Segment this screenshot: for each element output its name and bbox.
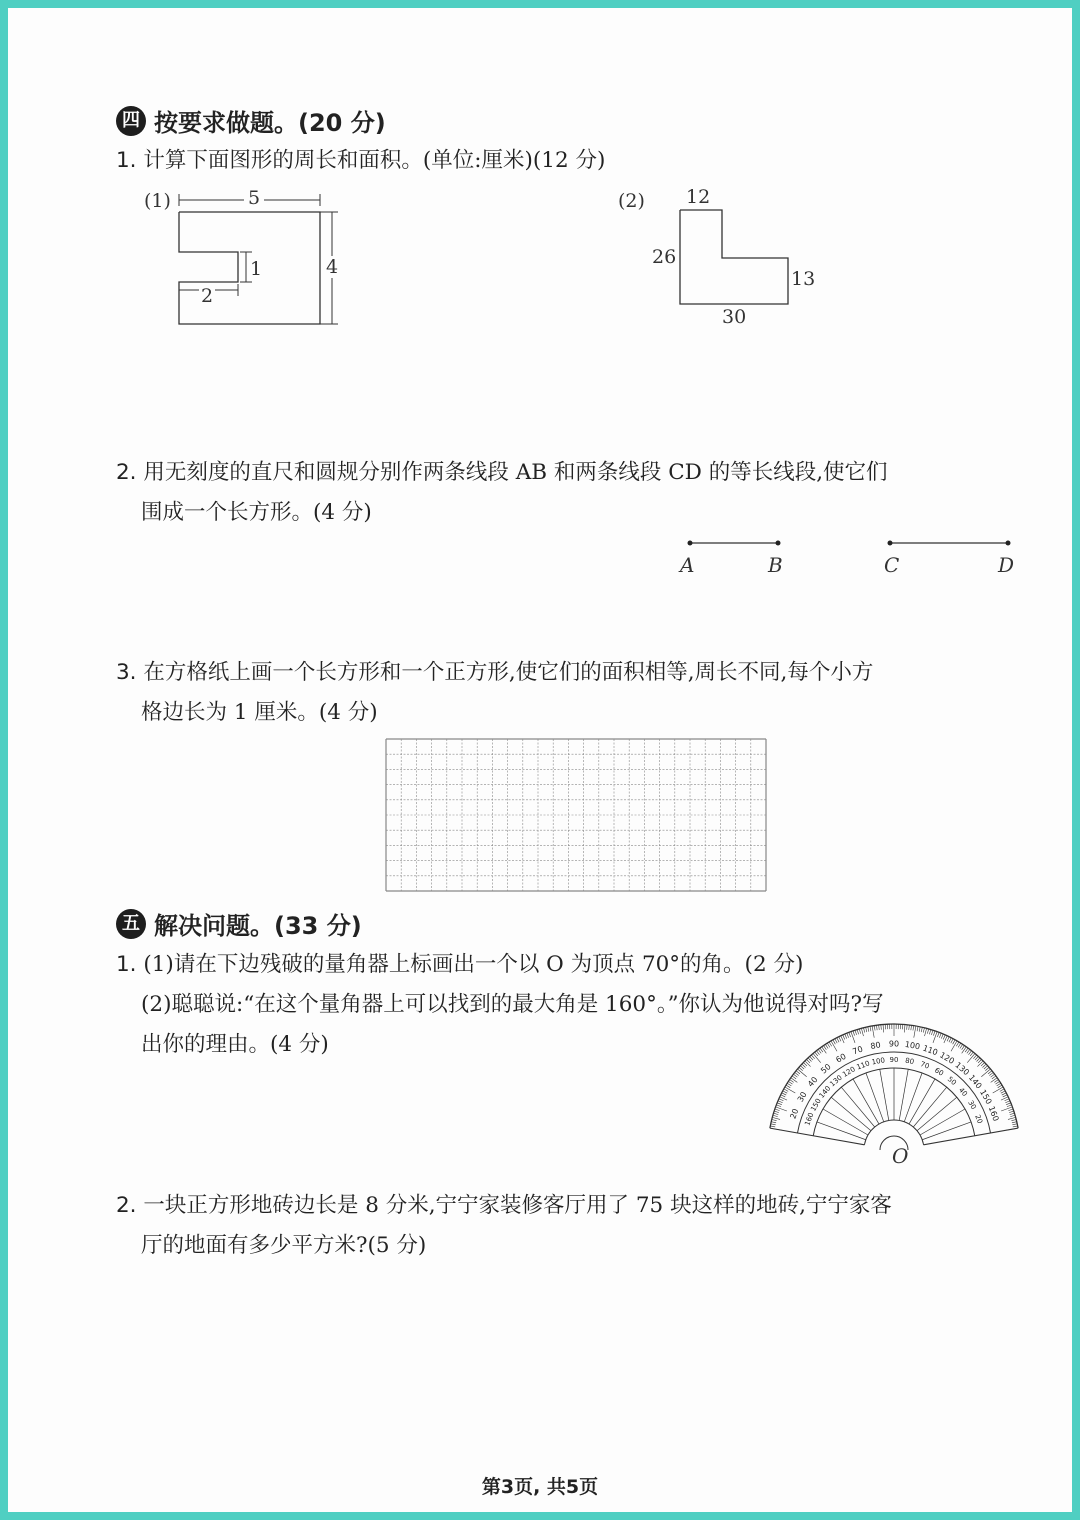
s5-q2-line1: 一块正方形地砖边长是 8 分米,宁宁家装修客厅用了 75 块这样的地砖,宁宁家客 — [143, 1193, 892, 1218]
point-a-label: A — [680, 553, 695, 577]
fig2-label: (2) — [618, 190, 645, 212]
protractor-outer-tick-label: 100 — [904, 1039, 921, 1052]
s5-q1-line1: (1)请在下边残破的量角器上标画出一个以 O 为顶点 70°的角。(2 分) — [143, 952, 804, 977]
s4-q3-line1: 在方格纸上画一个长方形和一个正方形,使它们的面积相等,周长不同,每个小方 — [143, 660, 874, 685]
s5-q2-text — [116, 1186, 892, 1226]
page-footer: 第3页, 共5页 — [481, 1476, 599, 1498]
protractor-inner-tick-label: 110 — [855, 1059, 871, 1072]
protractor-inner-tick-label: 70 — [919, 1060, 931, 1071]
protractor-outer-tick-label: 30 — [795, 1090, 809, 1104]
protractor-outer-tick-label: 90 — [888, 1039, 900, 1049]
protractor-outer-tick-label: 160 — [986, 1105, 1001, 1123]
protractor-outer-tick-label: 50 — [819, 1062, 833, 1076]
protractor-outer-tick-label: 40 — [806, 1075, 820, 1089]
protractor-inner-tick-label: 30 — [966, 1099, 978, 1111]
s4-q1-prompt: 计算下面图形的周长和面积。(单位:厘米)(12 分) — [143, 148, 606, 173]
protractor-outer-tick-label: 20 — [788, 1107, 801, 1121]
s4-q2-line2: 围成一个长方形。(4 分) — [141, 500, 372, 525]
protractor-inner-tick-label: 90 — [889, 1056, 899, 1064]
protractor-inner-tick-label: 130 — [828, 1073, 844, 1089]
protractor-inner-tick-label: 20 — [973, 1113, 984, 1125]
section-4-badge: 四 — [116, 106, 146, 136]
s5-q2-number: 2. — [116, 1193, 137, 1218]
protractor-inner-tick-label: 160 — [803, 1111, 816, 1127]
fig1-label: (1) — [144, 190, 171, 212]
protractor-outer-tick-label: 70 — [851, 1044, 865, 1057]
s5-q1-number: 1. — [116, 952, 137, 977]
fig2-right-dim: 13 — [791, 268, 816, 290]
protractor-outer-tick-label: 110 — [921, 1043, 939, 1058]
protractor-inner-tick-label: 120 — [841, 1065, 857, 1079]
section-5-badge: 五 — [116, 909, 146, 939]
section-4-title: 按要求做题。(20 分) — [154, 109, 386, 137]
s5-q1-line2: (2)聪聪说:“在这个量角器上可以找到的最大角是 160°。”你认为他说得对吗?写 — [141, 992, 884, 1017]
protractor-outer-tick-label: 130 — [953, 1060, 971, 1078]
fig1-right-dim: 4 — [326, 256, 339, 278]
protractor-outer-tick-label: 60 — [834, 1051, 848, 1065]
protractor-vertex-label: O — [892, 1144, 909, 1168]
fig2-left-dim: 26 — [652, 246, 677, 268]
fig2-top-dim: 12 — [686, 186, 711, 208]
protractor-inner-tick-label: 150 — [809, 1097, 823, 1113]
protractor-outer-tick-label: 140 — [966, 1073, 984, 1091]
broken-protractor[interactable] — [8, 8, 1072, 1512]
fig1-top-dim: 5 — [244, 187, 264, 209]
s5-q2-line2: 厅的地面有多少平方米?(5 分) — [141, 1233, 427, 1258]
fig1-notch-height: 1 — [250, 258, 263, 280]
protractor-inner-tick-label: 60 — [933, 1066, 945, 1078]
protractor-inner-tick-label: 40 — [957, 1086, 969, 1099]
protractor-outer-tick-label: 120 — [938, 1050, 956, 1066]
s4-q2-number: 2. — [116, 460, 137, 485]
s4-q3-line2: 格边长为 1 厘米。(4 分) — [141, 700, 378, 725]
fig2-bottom-dim: 30 — [722, 306, 747, 328]
s4-q1-number: 1. — [116, 148, 137, 173]
protractor-inner-tick-label: 80 — [904, 1056, 915, 1067]
fig1-notch-width: 2 — [201, 285, 214, 307]
section-5-title: 解决问题。(33 分) — [154, 912, 362, 940]
s5-q1-line3: 出你的理由。(4 分) — [141, 1032, 329, 1057]
s4-q3-number: 3. — [116, 660, 137, 685]
protractor-outer-tick-label: 150 — [978, 1088, 994, 1106]
protractor-outer-tick-label: 80 — [869, 1040, 882, 1051]
protractor-inner-tick-label: 100 — [871, 1056, 886, 1067]
protractor-inner-tick-label: 50 — [945, 1075, 958, 1087]
worksheet-page — [8, 8, 1072, 1512]
protractor-inner-tick-label: 140 — [817, 1084, 833, 1100]
s4-q2-line1: 用无刻度的直尺和圆规分别作两条线段 AB 和两条线段 CD 的等长线段,使它们 — [143, 460, 888, 485]
point-d-label: D — [998, 553, 1015, 577]
point-b-label: B — [768, 553, 783, 577]
point-c-label: C — [884, 553, 900, 577]
